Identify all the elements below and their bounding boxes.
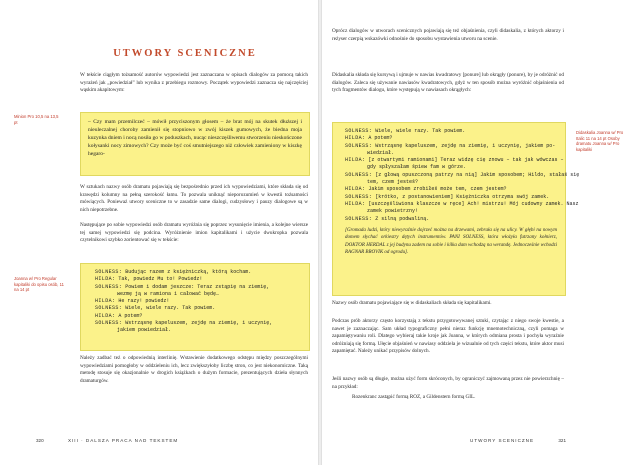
left-page [0, 0, 318, 465]
dialogue-line [345, 135, 559, 142]
dialogue-speaker: SOLNESS: [345, 128, 373, 134]
dialogue-text: Budując razem z księżniczką, którą kocham. [125, 269, 252, 275]
left-margin-note-1: Minion Pro 10,5 na 13,5 pt [14, 114, 59, 125]
dialogue-line [345, 216, 559, 223]
dialogue-text: [z głową opuszczoną patrzy na nią] Jakim sposobem; Hildo, stałaś się [375, 171, 580, 178]
dialogue-line [95, 276, 303, 283]
left-paragraph-1: W tekście ciągłym tożsamość autorów wypowiedzi jest zaznaczana w opisach dialogów za pomocą takich wyrażeń jak „powiedział” lub wynika z przebiegu rozmowy. Początek wypowiedzi zaznacza się najczęściej wąskim akapitowym: [80, 72, 308, 94]
dialogue-speaker: SOLNESS: [345, 193, 373, 200]
right-paragraph-5: Jeśli nazwy osób są długie, można użyć form skróconych, by ograniczyć zajmowaną przez nie powierzchnię – na przykład: [332, 376, 564, 390]
dialogue-text: Wstrząsnę kapeluszem, zejdę na ziemię, i uczynię, jakiem po- [375, 142, 556, 149]
dialogue-text: [z otwartymi ramionami] Teraz widzę cię znowu – tak jak wówczas – [368, 157, 564, 164]
dialogue-box-right [332, 122, 580, 296]
dialogue-text: zamek powietrzny! [367, 208, 419, 215]
dialogue-line [95, 327, 303, 334]
dialogue-text: gdy spłyszałam śpiew fam w górze. [367, 164, 467, 171]
dialogue-text: A potem? [368, 135, 393, 142]
dialogue-speaker: SOLNESS: [95, 269, 123, 275]
dialogue-text: Wiele, wiele razy. Tak powiem. [125, 305, 216, 312]
dialogue-line [345, 200, 579, 208]
dialogue-speaker: SOLNESS: [345, 215, 373, 222]
right-paragraph-2: Didaskalia składa się kursywą i ujmuje w nawias kwadratowy [ponure] lub okrągły (ponure), by je odróżnić od dialogów. Zaleca się używanie nawiasów kwadratowych, gdyż w ten sposób można wyróżnić objaśnienia od tych fragmentów dialogu, które występują w nawiasach okrągłych: [332, 72, 564, 94]
right-paragraph-6: Rozenkranc zastąpić formą ROZ, a Gildenstern formą GIL. [352, 394, 476, 400]
dialogue-line [345, 143, 559, 150]
dialogue-speaker: HILDA: [345, 135, 366, 142]
dialogue-speaker: SOLNESS: [95, 320, 123, 327]
dialogue-text: Tak, powiedz Mu to! Powiedz! [118, 276, 203, 283]
dialogue-speaker: HILDA: [345, 157, 366, 164]
left-paragraph-3: Następujące po sobie wypowiedzi osób dramatu wyróżnia się poprzez wysunięcie imienia, a kolejne wiersze tej samej wypowiedzi się podcina. Wyróżnienie imion kapitalikami i użycie dwukropka pozwala czytelnikowi szybko zorientować się w tekście: [80, 222, 308, 244]
dialogue-line [345, 194, 559, 201]
dialogue-line [345, 150, 559, 157]
dialogue-text: Jakim sposobem zrobiłeś może tem, czem jestem? [368, 186, 507, 193]
dialogue-line [95, 305, 303, 312]
dialogue-text: wiedział. [367, 149, 395, 156]
right-paragraph-4: Podczas prób aktorzy często korzystają z tekstu przygotowywanej sztuki, czytając z niego swoje kwestie, a nawet je zaznaczając. Sam układ typograficzny pełni nieraz funkcję mnemotechniczną, czyli pomaga w zapamiętywaniu roli. Dlatego wybieraj takie kroje jak Joanna, w których odmiana prosta i pochyła wyraźnie odróżniają się formą. Ułęcie objaśnień w nawiasy oddziela je wizualnie od tych części tekstu, które aktor musi zapamiętać. Należy unikać przypisów dolnych. [332, 318, 564, 355]
dialogue-line [345, 179, 559, 186]
left-running-head: XIII · DALSZA PRACA NAD TEKSTEM [67, 438, 179, 443]
dialogue-speaker: SOLNESS: [95, 283, 123, 290]
dialogue-speaker: SOLNESS: [345, 171, 373, 178]
dialogue-speaker: HILDA: [345, 186, 366, 193]
dialogue-line [95, 291, 303, 298]
dialogue-text: Z silną podwaliną. [375, 215, 430, 222]
dialogue-line [345, 128, 559, 135]
right-margin-note: Didaskalia Joanna w/ Pro Italic 11 na 14 pt Osoby dramatu Joanna w/ Pro kapitaliki [576, 130, 624, 152]
dialogue-speaker: SOLNESS: [345, 142, 373, 149]
italic-quote-text: – Czy mam przemilczeć – mówił przyciszonym głosem – że brat mój na skutek dłuższej i nieuleczalnej choroby zamienił się stopniowo w zwój kiszek gumowych, że biedna moja kuzynka dniem i nocą nosiła go w poduszkach, nucąc nieszczęśliwemu stworzeniu nieskończone kołysanki nocy zimowych? Czy może być coś smutniejszego niż człowiek zamieniony w kiszkę hegaro- [88, 119, 302, 157]
right-running-head: UTWORY SCENICZNE [470, 438, 535, 443]
dialogue-text: Wstrząsnę kapeluszem, zejdę na ziemię, i uczynię, [125, 320, 273, 327]
dialogue-speaker: HILDA: [95, 276, 116, 283]
dialogue-text: Powiem i dodam jeszcze: Teraz zstąpię na ziemię, [125, 283, 270, 290]
dialogue-line [345, 164, 559, 171]
dialogue-list-right [345, 128, 580, 223]
dialogue-text: [krótko, z postanowieniem] Księżniczka otrzyma swój zamek. [375, 193, 550, 200]
dialogue-text: A potem? [118, 312, 143, 319]
italic-quote-box [80, 112, 310, 176]
dialogue-list-left [95, 269, 303, 335]
left-margin-note-2: Joanna w/ Pro Regular kapitaliki do opisu osób, 11 na 14 pt [14, 276, 64, 293]
right-paragraph-3: Nazwy osób dramatu pojawiające się w didaskaliach składa się kapitalikami. [332, 300, 492, 306]
left-paragraph-2: W sztukach nazwy osób dramatu pojawiają się bezpośrednio przed ich wypowiedziami, które składa się od krawędzi kolumny na pełną szerokość łamu. To pozwala uniknąć nieporozumień w kwestii tożsamości mówiących. Ponieważ utwory sceniczne to w zasadzie same dialogi, cudzysłowy i pauzy dialogowe są w nich niepotrzebne. [80, 184, 308, 213]
right-page [322, 0, 640, 465]
dialogue-speaker: SOLNESS: [95, 305, 123, 312]
right-paragraph-1: Oprócz dialogów w utworach scenicznych pojawiają się też objaśnienia, czyli didaskalia, z których aktorzy i reżyser czerpią wskazówki odnośnie do sposobu wystawienia utworu na scenie. [332, 28, 564, 42]
left-page-number: 320 [36, 438, 44, 443]
dialogue-line [95, 320, 303, 327]
section-title: UTWORY SCENICZNE [113, 48, 257, 59]
dialogue-line [95, 313, 303, 320]
dialogue-text: tem, czem jesteś? [367, 179, 419, 186]
dialogue-text: jakiem powiedział. [117, 327, 172, 334]
dialogue-speaker: HILDA: [95, 312, 116, 319]
right-footer [470, 438, 566, 443]
stage-direction: [Gromada ludzi, który niewyraźnie dojrzeć można na drzewami, zebrała się na ulicy. W głębi na nowym domem słychać orkiestry dętych instrumentów. PANI SOLNESS, która włożyła futrzany kołnierz, DOKTOR HERDAL z jej budynu zadem na sobie i kilka dam wchodzą na werandę. Jednocześnie wchodzi RAGNAR BROVIK od ogrodu]. [345, 228, 557, 255]
dialogue-text: Wiele, wiele razy. Tak powiem. [375, 128, 466, 134]
dialogue-text: [uszczęśliwiona klaszcze w ręce] Ach! mistrzu! Mój cudowny zamek. Nasz [368, 200, 579, 207]
dialogue-line [345, 157, 564, 164]
dialogue-line [95, 284, 303, 291]
dialogue-line [345, 171, 580, 179]
dialogue-line [345, 186, 559, 193]
dialogue-speaker: HILDA: [345, 200, 366, 207]
dialogue-text: wezmę ją w ramiona i całować będę… [117, 290, 220, 297]
dialogue-box-left [80, 263, 310, 351]
dialogue-text: He razy! powiedz! [118, 298, 170, 305]
dialogue-line [95, 269, 303, 276]
left-footer [36, 438, 178, 443]
left-paragraph-4: Należy zadbać też o odpowiednią interlinię. Wstawienie dodatkowego odstępu między poszczególnymi wypowiedziami pomogłoby w oddzieleniu ich, lecz zwiększyłoby liczbę stron, co jest niekonomiczne. Taką metodę stosuje się okazjonalnie w drogich książkach o dużym formacie, prezentujących dzieła słynnych dramaturgów. [80, 355, 308, 384]
dialogue-line [95, 298, 303, 305]
right-page-number: 321 [558, 438, 567, 443]
dialogue-speaker: HILDA: [95, 298, 116, 305]
dialogue-line [345, 208, 559, 215]
